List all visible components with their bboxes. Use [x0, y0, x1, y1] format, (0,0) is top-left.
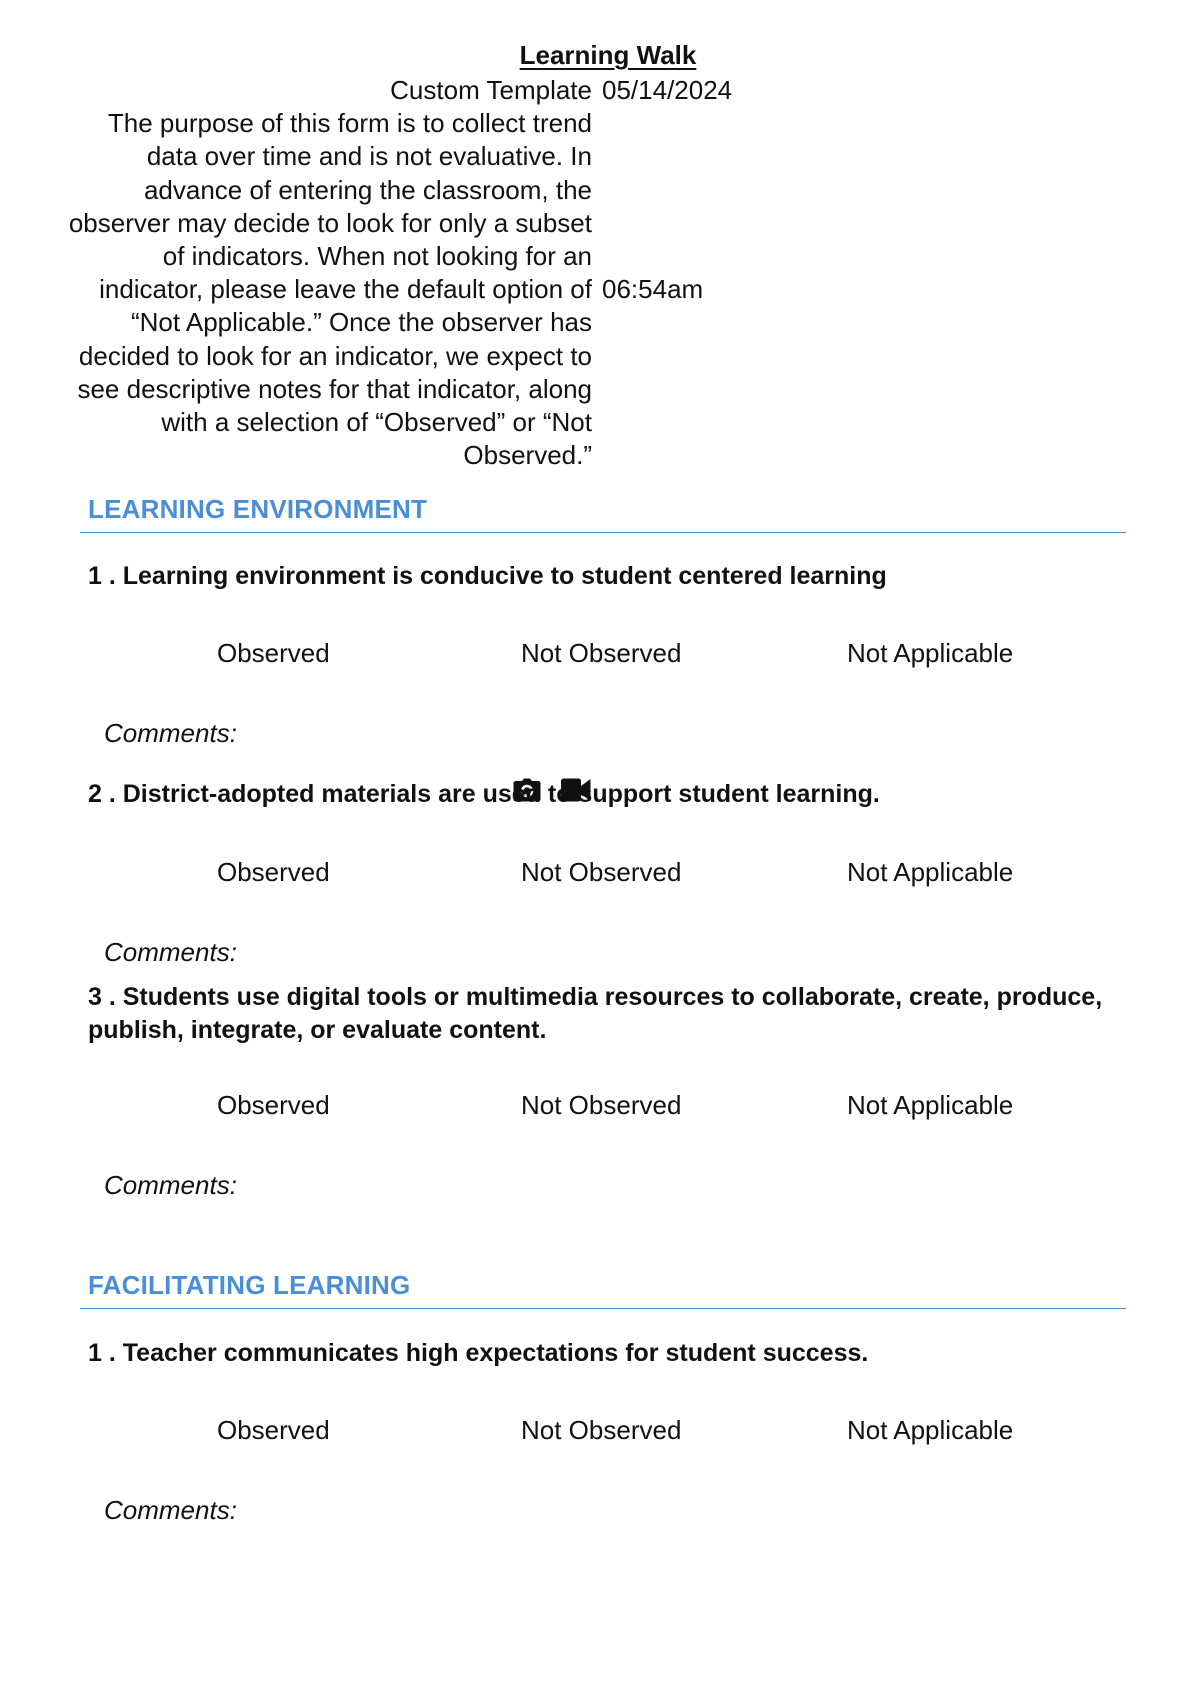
question-number: 3 . — [88, 983, 116, 1011]
section-heading-learning-environment: LEARNING ENVIRONMENT — [88, 494, 428, 524]
section-heading-facilitating-learning: FACILITATING LEARNING — [88, 1270, 411, 1300]
template-name: Custom Template — [390, 75, 592, 105]
option-not-applicable[interactable]: Not Applicable — [847, 1415, 1014, 1445]
comments-label: Comments: — [104, 1170, 237, 1200]
comments-label: Comments: — [104, 937, 237, 967]
question-text: Teacher communicates high expectations for student success. — [122, 1339, 869, 1367]
question-number: 1 . — [88, 1339, 116, 1367]
question-1-3 — [88, 981, 1128, 1047]
header-right-column — [602, 74, 1060, 472]
question-2-1 — [88, 1337, 1128, 1370]
form-time: 06:54am — [602, 274, 704, 305]
question-number: 1 . — [88, 562, 116, 590]
option-not-observed[interactable]: Not Observed — [521, 1415, 682, 1445]
form-description: The purpose of this form is to collect trend data over time and is not evaluative. In advance of entering the classroom, the observer may decide to look for only a subset of indicators. When not looking for an indicator, please leave the default option of “Not Applicable.” Once the observer has decided to look for an indicator, we expect to see descriptive notes for that indicator, along with a selection of “Observed” or “Not Observed.” — [68, 108, 592, 471]
section-divider — [80, 532, 1126, 533]
option-not-applicable[interactable]: Not Applicable — [847, 638, 1014, 668]
question-text: Learning environment is conducive to student centered learning — [122, 562, 887, 590]
form-header — [60, 74, 1060, 472]
option-observed[interactable]: Observed — [217, 1090, 330, 1120]
question-1-1 — [88, 560, 1128, 593]
option-not-observed[interactable]: Not Observed — [521, 857, 682, 887]
option-observed[interactable]: Observed — [217, 857, 330, 887]
question-text: District-adopted materials are used to support student learning. — [122, 780, 880, 808]
question-number: 2 . — [88, 780, 116, 808]
section-divider — [80, 1308, 1126, 1309]
option-not-applicable[interactable]: Not Applicable — [847, 1090, 1014, 1120]
header-left-column — [60, 74, 602, 472]
option-not-applicable[interactable]: Not Applicable — [847, 857, 1014, 887]
question-1-2 — [88, 778, 1128, 811]
comments-label: Comments: — [104, 718, 237, 748]
form-date: 05/14/2024 — [602, 75, 733, 105]
comments-label: Comments: — [104, 1495, 237, 1525]
question-text: Students use digital tools or multimedia resources to collaborate, create, produce, publish, integrate, or evaluate content. — [88, 983, 1103, 1044]
option-not-observed[interactable]: Not Observed — [521, 638, 682, 668]
option-observed[interactable]: Observed — [217, 1415, 330, 1445]
option-observed[interactable]: Observed — [217, 638, 330, 668]
option-not-observed[interactable]: Not Observed — [521, 1090, 682, 1120]
form-title: Learning Walk — [519, 40, 697, 70]
